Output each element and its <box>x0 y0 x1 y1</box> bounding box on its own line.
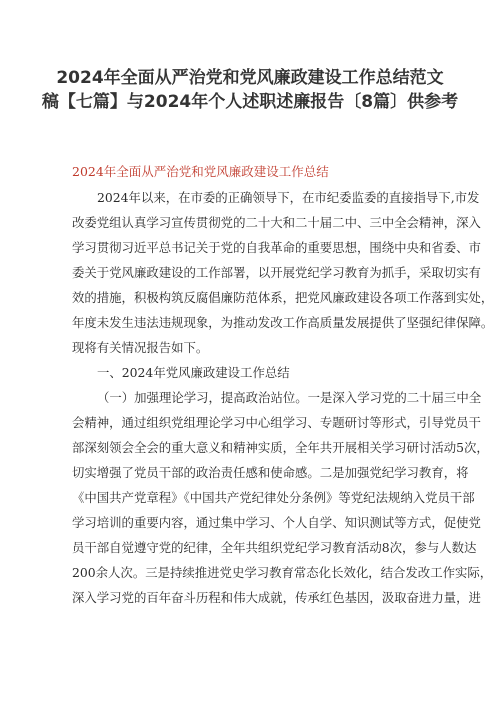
paragraph-line: 现将有关情况报告如下。 <box>72 340 209 355</box>
paragraph-line: 员干部自觉遵守党的纪律，全年共组织党纪学习教育活动8次，参与人数达 <box>72 540 477 555</box>
paragraph-line: 深入学习党的百年奋斗历程和伟大成就，传承红色基因，汲取奋进力量，进 <box>72 590 481 605</box>
paragraph-line: （一）加强理论学习，提高政治站位。一是深入学习党的二十届三中全 <box>97 390 482 405</box>
subsection-heading: 一、2024年党风廉政建设工作总结 <box>97 365 290 380</box>
paragraph-line: 部深刻领会全会的重大意义和精神实质，全年共开展相关学习研讨活动5次， <box>72 440 489 455</box>
paragraph-line: 《中国共产党章程》《中国共产党纪律处分条例》等党纪法规纳入党员干部 <box>72 490 475 505</box>
paragraph-line: 改委党组认真学习宣传贯彻党的二十大和二十届二中、三中全会精神，深入 <box>72 215 481 230</box>
paragraph-line: 年度未发生违法违规现象，为推动发改工作高质量发展提供了坚强纪律保障。 <box>72 315 494 330</box>
section-heading: 2024年全面从严治党和党风廉政建设工作总结 <box>72 164 329 179</box>
paragraph-line: 效的措施，积极构筑反腐倡廉防范体系，把党风廉政建设各项工作落到实处， <box>72 290 494 305</box>
paragraph-line: 学习培训的重要内容，通过集中学习、个人自学、知识测试等方式，促使党 <box>72 515 481 530</box>
document-title-line-1: 2024年全面从严治党和党风廉政建设工作总结范文 <box>56 68 444 88</box>
paragraph-line: 200余人次。三是持续推进党史学习教育常态化长效化，结合发改工作实际， <box>72 565 493 580</box>
paragraph-line: 切实增强了党员干部的政治责任感和使命感。二是加强党纪学习教育，将 <box>72 465 469 480</box>
document-title-line-2: 稿【七篇】与2024年个人述职述廉报告〔8篇〕供参考 <box>41 92 459 112</box>
paragraph-line: 2024年以来，在市委的正确领导下，在市纪委监委的直接指导下,市发 <box>97 190 480 205</box>
paragraph-line: 委关于党风廉政建设的工作部署，以开展党纪学习教育为抓手，采取切实有 <box>72 265 481 280</box>
paragraph-line: 会精神，通过组织党组理论学习中心组学习、专题研讨等形式，引导党员干 <box>72 415 481 430</box>
paragraph-line: 学习贯彻习近平总书记关于党的自我革命的重要思想，围绕中央和省委、市 <box>72 240 481 255</box>
